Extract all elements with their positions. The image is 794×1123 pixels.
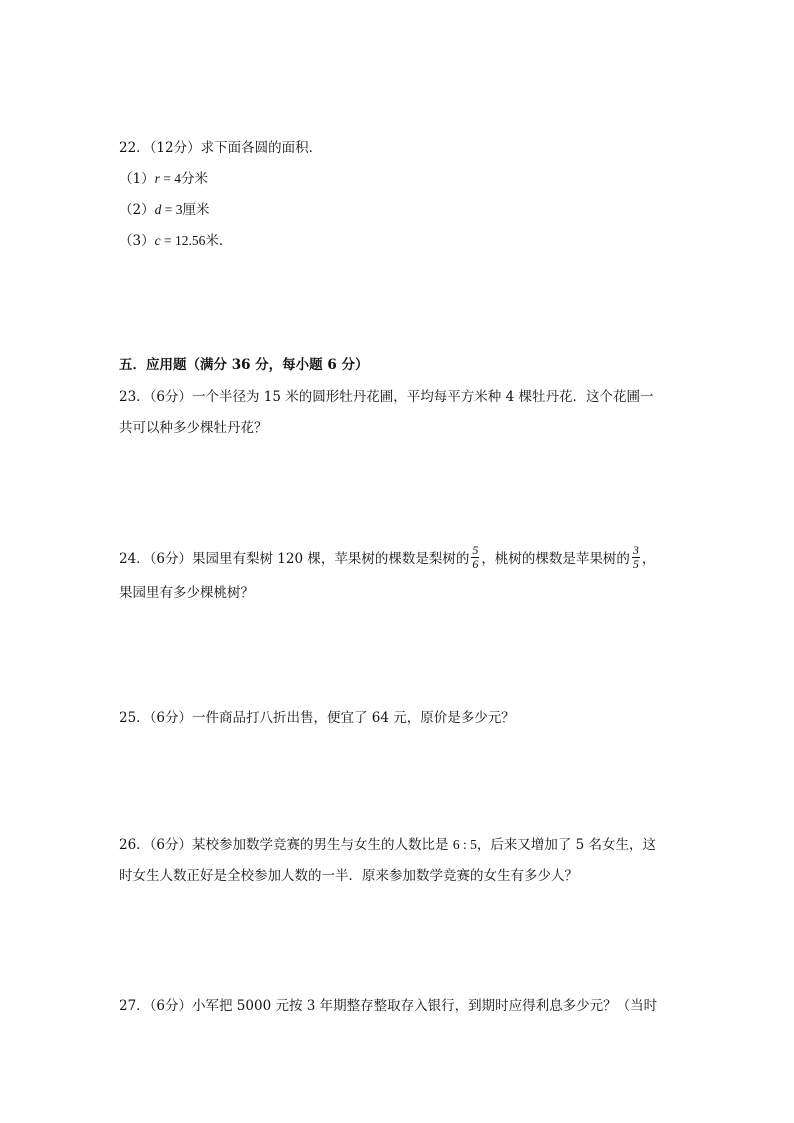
q26-line-2: 时女生人数正好是全校参加人数的一半．原来参加数学竞赛的女生有多少人？: [119, 868, 578, 884]
q22-item-2: [119, 200, 209, 220]
q24-fraction-5-6: [471, 544, 479, 571]
q22-stem: 22．（12分）求下面各圆的面积．: [119, 140, 323, 156]
section-5-heading: 五．应用题（满分 36 分，每小题 6 分）: [119, 357, 369, 373]
q23-line-2: 共可以种多少棵牡丹花？: [119, 420, 268, 436]
q25-line-1: 25．（6分）一件商品打八折出售，便宜了 64 元，原价是多少元？: [119, 710, 515, 726]
q26-text-part-2: ，后来又增加了 5 名女生，这: [476, 837, 656, 853]
q24-text-part-2: ，桃树的棵数是苹果树的: [481, 551, 630, 567]
q22-item-3: [119, 231, 232, 251]
q22-item-2-equation: = 3: [161, 202, 183, 217]
q24-fraction-3-5: [632, 544, 640, 571]
q24-fraction-2-denominator: 5: [632, 557, 639, 571]
q24-fraction-2-numerator: 3: [632, 543, 639, 557]
q27-line-1: 27．（6分）小军把 5000 元按 3 年期整存整取存入银行，到期时应得利息多少元？（当时: [119, 998, 658, 1014]
q22-item-2-prefix: （2）: [119, 202, 155, 218]
q26-line-1: [119, 835, 656, 855]
q24-text-part-3: ，: [641, 551, 656, 567]
q22-item-1-prefix: （1）: [119, 171, 155, 187]
q22-item-1-unit: 分米: [180, 171, 208, 187]
q22-item-3-unit: 米．: [205, 233, 233, 249]
q24-fraction-1-denominator: 6: [472, 557, 479, 571]
q22-item-1: [119, 169, 208, 189]
q24-fraction-1-numerator: 5: [472, 543, 479, 557]
q24-line-1: [119, 543, 656, 573]
q22-item-1-equation: = 4: [159, 171, 181, 186]
q22-item-3-equation: = 12.56: [160, 233, 206, 248]
q23-line-1: 23．（6分）一个半径为 15 米的圆形牡丹花圃，平均每平方米种 4 棵牡丹花．这个花圃一: [119, 389, 654, 405]
q26-ratio: 6 : 5: [452, 837, 477, 852]
q24-line-2: 果园里有多少棵桃树？: [119, 585, 254, 601]
q22-item-1-variable: r: [154, 171, 160, 186]
q22-item-3-variable: c: [154, 233, 161, 248]
q26-text-part-1: 26．（6分）某校参加数学竞赛的男生与女生的人数比是: [119, 837, 453, 853]
q22-item-2-unit: 厘米: [182, 202, 210, 218]
q24-text-part-1: 24．（6分）果园里有梨树 120 棵，苹果树的棵数是梨树的: [119, 551, 470, 567]
q22-item-3-prefix: （3）: [119, 233, 155, 249]
q22-item-2-variable: d: [154, 202, 162, 217]
